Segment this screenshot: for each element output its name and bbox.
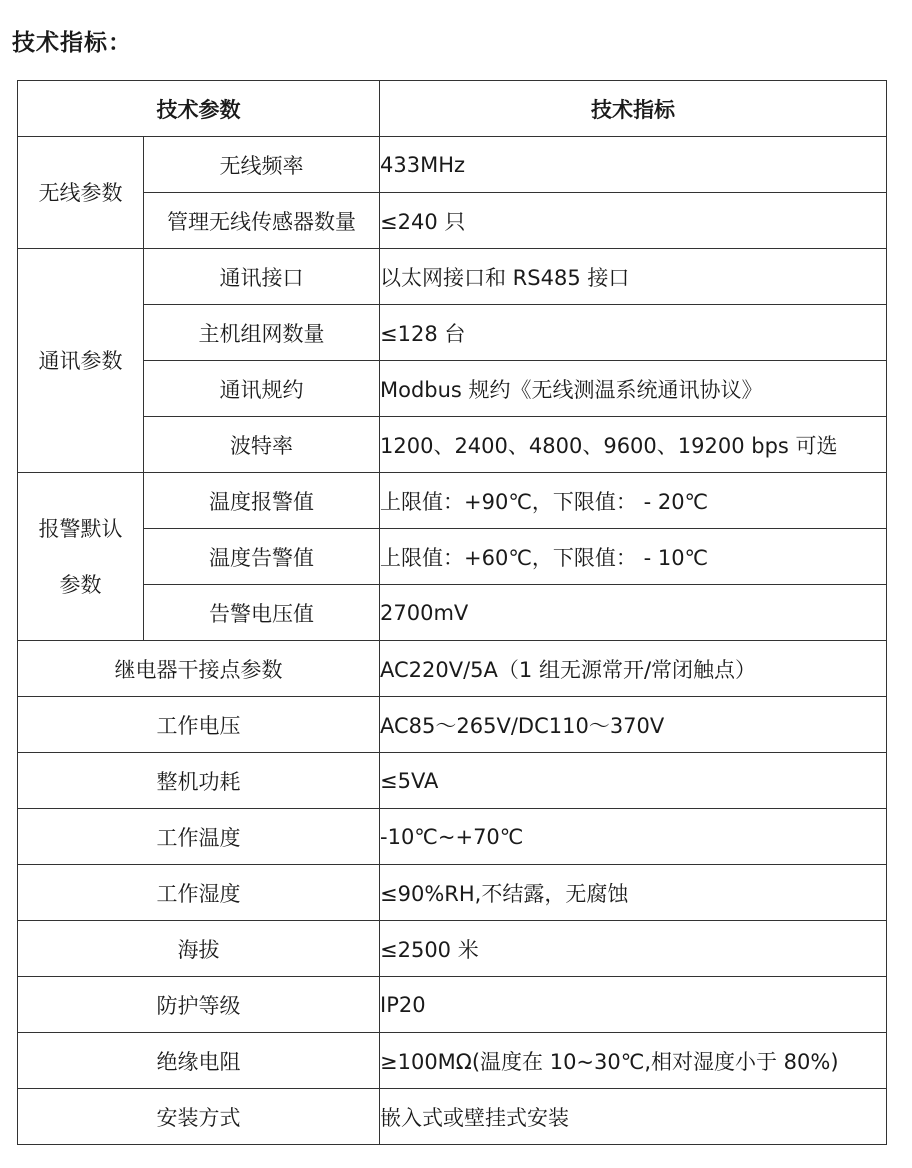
param-cell: 告警电压值 [144, 585, 380, 641]
spec-table [17, 80, 887, 1145]
value-cell: IP20 [380, 977, 887, 1033]
param-cell: 通讯规约 [144, 361, 380, 417]
param-cell: 管理无线传感器数量 [144, 193, 380, 249]
table-row [18, 417, 887, 473]
group-label-wireless: 无线参数 [18, 137, 144, 249]
header-param: 技术参数 [18, 81, 380, 137]
group-label-communication: 通讯参数 [18, 249, 144, 473]
param-cell: 工作湿度 [18, 865, 380, 921]
value-cell: 1200、2400、4800、9600、19200 bps 可选 [380, 417, 887, 473]
value-cell: 以太网接口和 RS485 接口 [380, 249, 887, 305]
page-title: 技术指标： [12, 30, 132, 56]
value-cell: -10℃~+70℃ [380, 809, 887, 865]
value-cell: Modbus 规约《无线测温系统通讯协议》 [380, 361, 887, 417]
table-row [18, 865, 887, 921]
param-cell: 安装方式 [18, 1089, 380, 1145]
value-cell: 433MHz [380, 137, 887, 193]
value-cell: ≤128 台 [380, 305, 887, 361]
group-label-line1: 报警默认 [38, 516, 123, 541]
table-row [18, 529, 887, 585]
value-cell: 嵌入式或壁挂式安装 [380, 1089, 887, 1145]
param-cell: 主机组网数量 [144, 305, 380, 361]
table-row [18, 137, 887, 193]
param-cell: 温度告警值 [144, 529, 380, 585]
param-cell: 通讯接口 [144, 249, 380, 305]
table-row [18, 473, 887, 529]
param-cell: 绝缘电阻 [18, 1033, 380, 1089]
table-row [18, 977, 887, 1033]
table-header-row [18, 81, 887, 137]
value-cell: AC220V/5A（1 组无源常开/常闭触点） [380, 641, 887, 697]
param-cell: 整机功耗 [18, 753, 380, 809]
value-cell: ≤240 只 [380, 193, 887, 249]
param-cell: 波特率 [144, 417, 380, 473]
param-cell: 继电器干接点参数 [18, 641, 380, 697]
value-cell: ≤2500 米 [380, 921, 887, 977]
group-label-alarm-defaults [18, 473, 144, 641]
param-cell: 工作温度 [18, 809, 380, 865]
value-cell: ≤90%RH,不结露，无腐蚀 [380, 865, 887, 921]
table-row [18, 361, 887, 417]
value-cell: 上限值：+90℃，下限值： - 20℃ [380, 473, 887, 529]
table-row [18, 249, 887, 305]
table-row [18, 1033, 887, 1089]
value-cell: ≤5VA [380, 753, 887, 809]
param-cell: 温度报警值 [144, 473, 380, 529]
param-cell: 工作电压 [18, 697, 380, 753]
param-cell: 防护等级 [18, 977, 380, 1033]
table-row [18, 641, 887, 697]
table-row [18, 193, 887, 249]
table-row [18, 697, 887, 753]
value-cell: 上限值：+60℃，下限值： - 10℃ [380, 529, 887, 585]
param-cell: 无线频率 [144, 137, 380, 193]
table-row [18, 753, 887, 809]
table-row [18, 1089, 887, 1145]
group-label-line2: 参数 [59, 572, 102, 597]
value-cell: 2700mV [380, 585, 887, 641]
table-row [18, 305, 887, 361]
table-row [18, 809, 887, 865]
table-row [18, 921, 887, 977]
param-cell: 海拔 [18, 921, 380, 977]
table-row [18, 585, 887, 641]
header-value: 技术指标 [380, 81, 887, 137]
value-cell: ≥100MΩ(温度在 10~30℃,相对湿度小于 80%) [380, 1033, 887, 1089]
value-cell: AC85～265V/DC110～370V [380, 697, 887, 753]
